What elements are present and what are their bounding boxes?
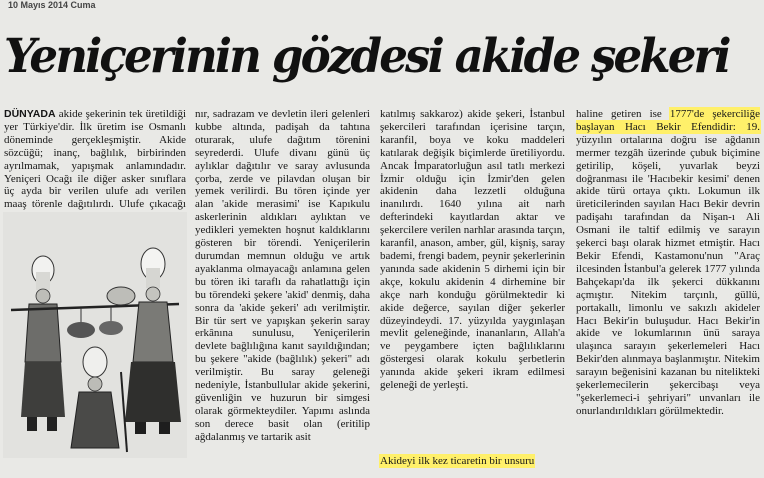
page-title: Yeniçerinin gözdesi akide şekeri xyxy=(4,29,729,84)
article-column-4 xyxy=(576,108,760,470)
highlighted-sentence-2: 1777'de şekerciliğe başlayan Hacı Bekir Efendidir: 19. xyxy=(576,108,760,133)
janissary-illustration xyxy=(3,212,187,458)
column-1-text: akide şekerinin tek üretildiği yer Türkiye'dir. İlk üretim ise Osmanlı döneminde gerçekleşmiştir. Akide sözcüğü; inanç, bağlılık, birbirinden ayrılmamak, yapışmak anlamındadır. Yeniçeri Ocağı ile diğer asker sınıflara üç ayda bir verilen ulufe adı verilen maaş törenle dağıtılırdı. Ulufe çıkacağı xyxy=(4,108,187,211)
article-column-3 xyxy=(380,108,565,470)
lead-word: DÜNYADA xyxy=(4,108,56,120)
janissary-figures-image xyxy=(3,212,187,458)
article-column-2: nır, sadrazam ve devletin ileri gelenleri kubbe altında, padişah da tahtına oturarak, ulufe dağıtım törenini seyrederdi. Ulufe divanı günü üç aylıklar dağıtılır ve saray avlusunda çorba, zerde ve pilavdan oluşan bir yemek verilirdi. Bu tören içinde yer alan 'akide merasimi' ise Kapıkulu askerlerinin aldıkları aylıktan ve yedikleri yemekten hoşnut kaldıklarını gösteren bir törendi. Yeniçerilerin durumdan memnun olduğu ve artık ayaklanma olmayacağı anlamına gelen bu tören iki taraflı da rahatlattığı için bu törendeki şekere 'akid' denmiş, daha sonra da 'akide şekeri' adı verilmiştir. Bir tür sert ve yapışkan şekerin saray erkânına sunulusu, Yeniçerilerin devlete bağlılığına kanıt sayıldığından; bu şekere "akide (bağlılık) şekeri" adı verilmiştir. Bu saray geleneği nedeniyle, İstanbullular akide şekerini, güvenliğin ve huzurun bir simgesi olarak görmekteydiler. Yapımı aslında son derece basit olan (eritilip ağdalanmış ve tartarik asit xyxy=(195,108,370,443)
column-3-text: katılmış sakkaroz) akide şekeri, İstanbul şekercileri tarafından içerisine tarçın, karanfil, boya ve koku maddeleri katılarak değişik biçimlerde üretiliyordu. Ancak İmparatorluğun asıl tatlı merkezi İzmir olduğu için İzmir'den gelen akidenin daha lezzetli olduğuna inanılırdı. 1640 yılına ait narh defterindeki kayıtlardan aktar ve şekercilere verilen narhlar arasında tarçın, karanfil, anason, amber, gül, kişniş, saray bademi, frengi badem, peynir şekerlerinin yanında sade akidenin 5 dirhemi için bir akçe, kokulu akidenin 4 dirhemine bir akçe narh konduğu görülmektedir ki akide değerce, sayılan diğer şekerler düzeyindeydi. 17. yüzyılda yaygınlaşan mevlit geleneğinde, inananların, Allah'a ve peygambere içten bağlılıklarını göstergesi olarak kokulu şerbetlerin yanında akide şekeri ikram edilmesi geleneği de yerleşti. xyxy=(380,108,565,392)
column-4-text: yüzyılın ortalarına doğru ise ağdanın mermer tezgâh üzerinde çubuk biçimine getirilip, köşeli, yuvarlak beyzi doğranması ile 'Hacıbekir kesimi' denen akide türü ortaya çıktı. Lokumun ilk üreticilerinden sayılan Hacı Bekir devrin padişahı tarafından da Nişan-ı Ali Osmani ile taltif edilmiş ve sarayın şekerci başı olarak hizmet etmiştir. Hacı Bekir Efendi, Kastamonu'nun "Araç ilcesinden İstanbul'a gelerek 1777 yılında Bahçekapı'da ilk şekerci dükkanını açmıştır. Nitekim tarçınlı, güllü, portakallı, limonlu ve sakızlı akideler Hacı Bekir'in buluşudur. Hacı Bekir'in akide ve lokumlarının ünü saraya ulaşınca sarayın şekerlemeleri Hacı Bekir'den alınmaya başlanmıştır. Nitekim sarayın beğenisini kazanan bu nitelikteki şekerlemecilerin şekercibaşı veya "şekerlemeci-i şehriyari" unvanları ile onurlandırıldıkları görülmektedir. xyxy=(576,133,760,417)
highlighted-sentence: Akideyi ilk kez ticaretin bir unsuru xyxy=(380,455,535,468)
column-4-intro: haline getiren ise xyxy=(576,108,662,120)
dateline: 10 Mayıs 2014 Cuma xyxy=(8,0,96,10)
article-column-1 xyxy=(4,108,187,211)
